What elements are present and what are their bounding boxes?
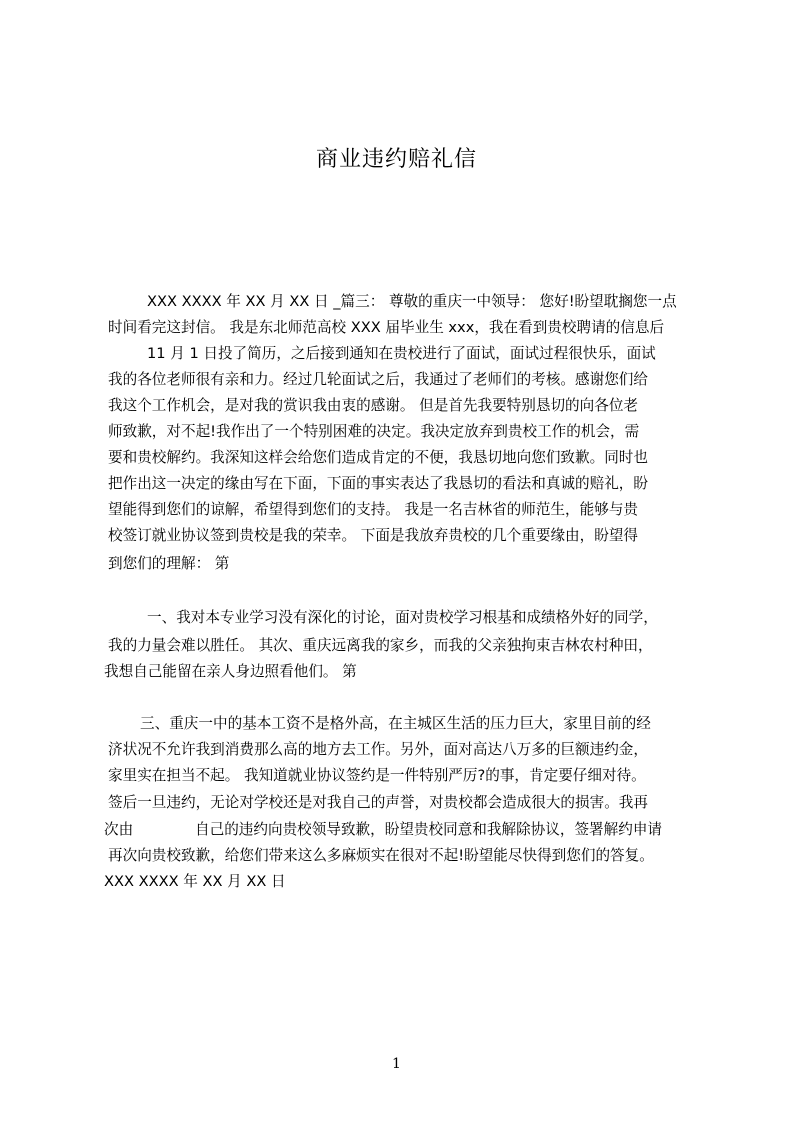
body-line: 我的各位老师很有亲和力。经过几轮面试之后，我通过了老师们的考核。感谢您们给 [108, 371, 648, 388]
body-line: 我这个工作机会，是对我的赏识我由衷的感谢。 但是首先我要特别恳切的向各位老 [108, 397, 639, 414]
page-number: 1 [392, 1056, 401, 1072]
body-line: XXX XXXX 年 XX 月 XX 日 _篇三： 尊敬的重庆一中领导： 您好!盼望耽搁您一点 [147, 293, 677, 310]
body-line: 要和贵校解约。我深知这样会给您们造成肯定的不便，我恳切地向您们致歉。同时也 [108, 449, 648, 466]
body-line: XXX XXXX 年 XX 月 XX 日 [104, 873, 286, 890]
body-line: 我想自己能留在亲人身边照看他们。 第 [104, 663, 357, 680]
body-line: 把作出这一决定的缘由写在下面，下面的事实表达了我恳切的看法和真诚的赔礼，盼 [108, 475, 648, 492]
document-title: 商业违约赔礼信 [315, 147, 477, 172]
body-line: 家里实在担当不起。 我知道就业协议签约是一件特别严厉?的事，肯定要仔细对待。 [108, 767, 646, 784]
body-line: 我的力量会难以胜任。 其次、重庆远离我的家乡，而我的父亲独拘束吉林农村种田， [108, 637, 653, 654]
body-line: 时间看完这封信。 我是东北师范高校 XXX 届毕业生 xxx，我在看到贵校聘请的信息后 [108, 319, 665, 336]
body-line: 师致歉，对不起!我作出了一个特别困难的决定。我决定放弃到贵校工作的机会，需 [108, 423, 640, 440]
body-line: 校签订就业协议签到贵校是我的荣幸。 下面是我放弃贵校的几个重要缘由，盼望得 [108, 527, 639, 544]
body-line: 济状况不允许我到消费那么高的地方去工作。另外，面对高达八万多的巨额违约金， [108, 741, 648, 758]
body-line: 签后一旦违约，无论对学校还是对我自己的声誉，对贵校都会造成很大的损害。我再 [108, 794, 648, 811]
body-line: 三、重庆一中的基本工资不是格外高，在主城区生活的压力巨大，家里目前的经 [140, 715, 651, 732]
body-line: 望能得到您们的谅解，希望得到您们的支持。 我是一名吉林省的师范生，能够与贵 [108, 501, 639, 518]
body-line: 次由 [104, 821, 134, 838]
body-line: 再次向贵校致歉，给您们带来这么多麻烦实在很对不起!盼望能尽快得到您们的答复。 [108, 847, 654, 864]
body-line: 自己的违约向贵校领导致歉，盼望贵校同意和我解除协议，签署解约申请 [195, 821, 663, 838]
body-line: 到您们的理解： 第 [108, 555, 230, 572]
body-line: 一、我对本专业学习没有深化的讨论，面对贵校学习根基和成绩格外好的同学， [147, 609, 658, 626]
body-line: 11 月 1 日投了简历，之后接到通知在贵校进行了面试，面试过程很快乐，面试 [147, 345, 656, 362]
